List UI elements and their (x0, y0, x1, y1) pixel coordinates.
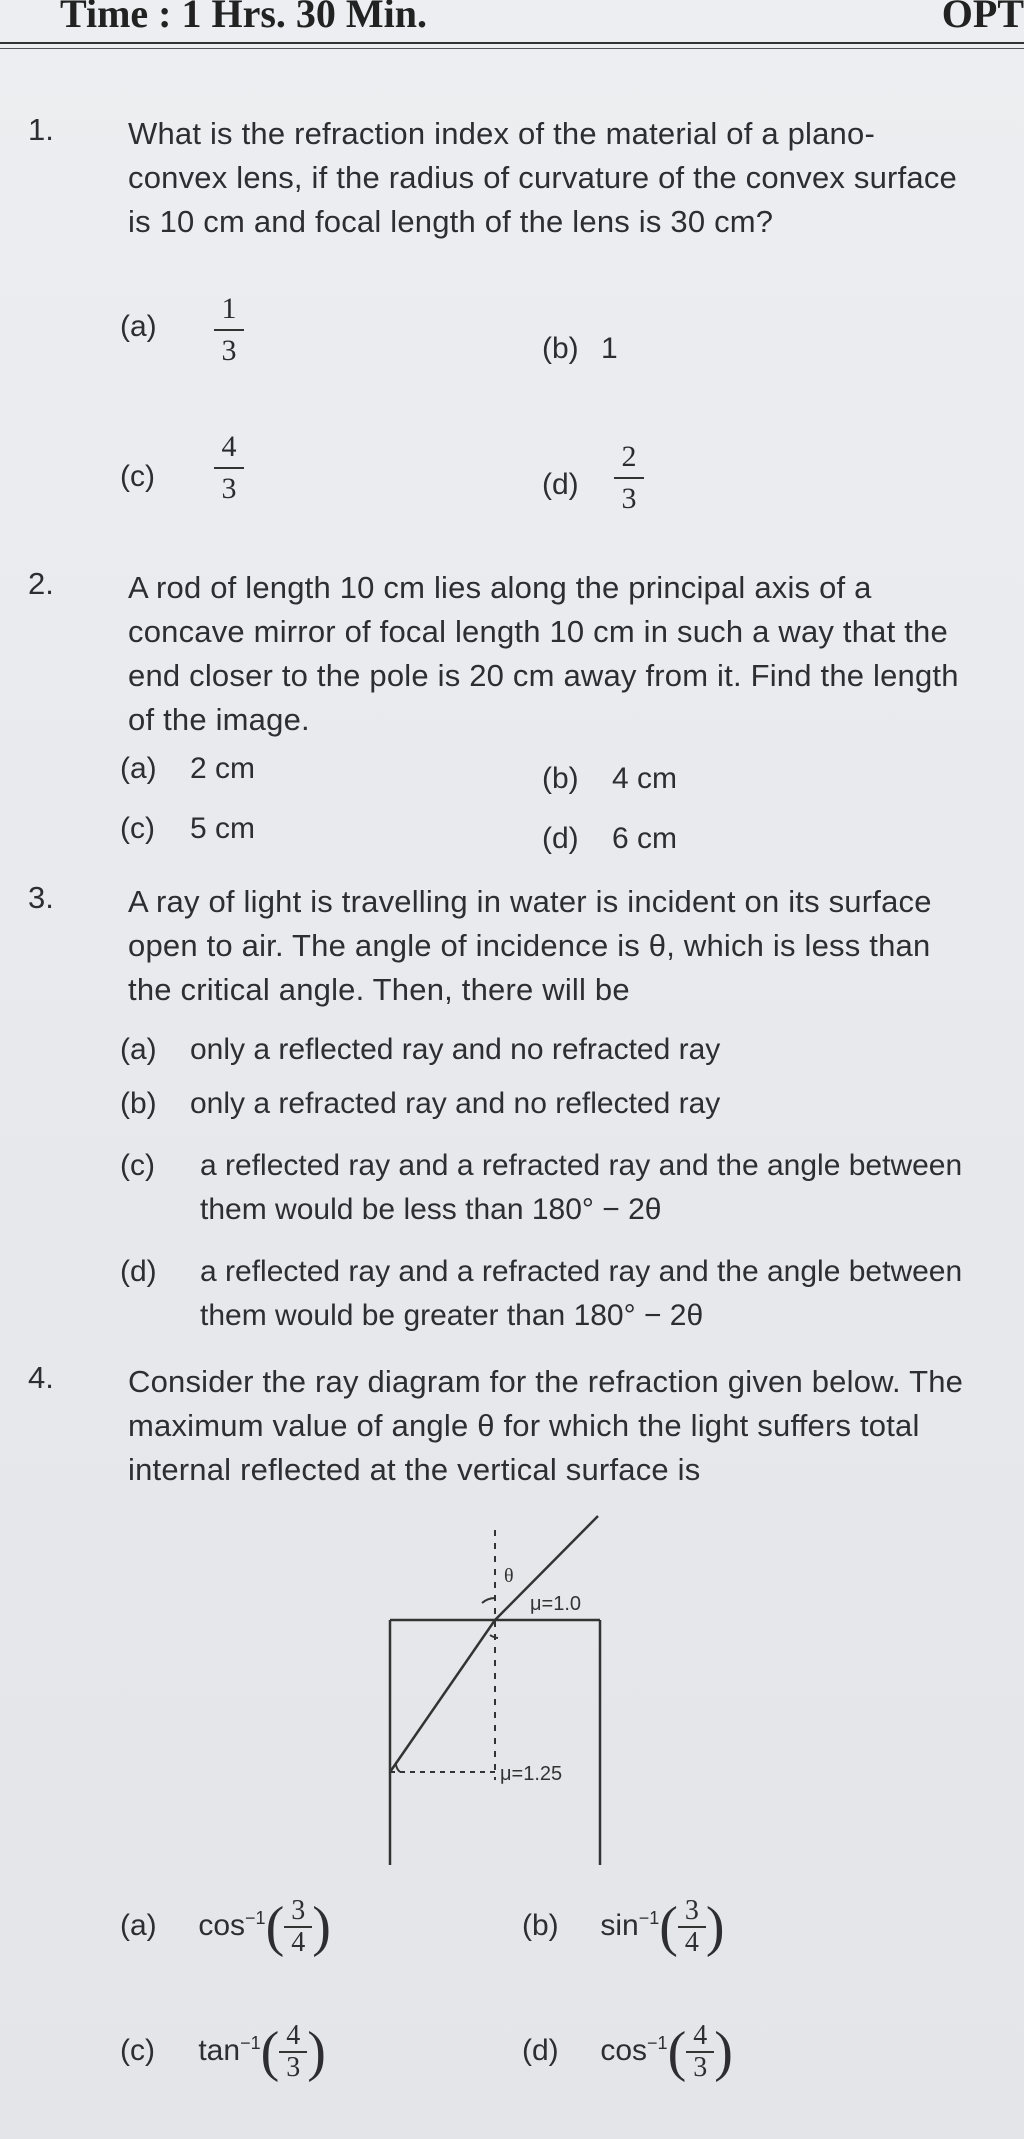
header (0, 0, 1024, 40)
option-a (120, 310, 157, 344)
option-value: only a refracted ray and no reflected ray (190, 1087, 721, 1120)
denominator: 3 (286, 2052, 301, 2083)
option-c-fraction (214, 430, 244, 506)
paren: ) (714, 2021, 733, 2083)
refracted-ray (390, 1620, 495, 1772)
question-text: A ray of light is travelling in water is incident on its surface open to air. The angle of incidence is θ, which is less than the critical angle. Then, there will be (128, 884, 932, 1007)
question-number: 2. (28, 566, 54, 601)
option-a (120, 752, 255, 786)
function-name: cos (198, 1908, 246, 1942)
question-number: 3. (28, 880, 54, 915)
function-name: cos (600, 2033, 648, 2067)
option-b (120, 1082, 980, 1126)
paren: ) (312, 1896, 331, 1958)
mu-block-label: μ=1.25 (500, 1763, 563, 1785)
option-value: 6 cm (612, 822, 678, 855)
fraction (678, 1896, 706, 1958)
option-b (542, 762, 677, 796)
option-b (542, 332, 618, 366)
option-value: 2 cm (190, 752, 256, 785)
inverse-function (198, 2034, 260, 2067)
question-text: A rod of length 10 cm lies along the principal axis of a concave mirror of focal length 10 cm in such a way that the end closer to the pole is 20 cm away from it. Find the length of the image. (128, 570, 959, 737)
option-a (120, 1028, 980, 1072)
option-label: (d) (120, 1255, 157, 1288)
option-c (120, 1144, 980, 1232)
option-value: a reflected ray and a refracted ray and the angle between them would be less than 180° − 2θ (200, 1149, 963, 1226)
option-label: (d) (522, 2033, 559, 2067)
denominator: 4 (684, 1927, 699, 1958)
mu-air-label: μ=1.0 (530, 1593, 582, 1615)
inverse-function (600, 2034, 667, 2067)
question-text: What is the refraction index of the material of a plano-convex lens, if the radius of curvature of the convex surface is 10 cm and focal length of the lens is 30 cm? (128, 116, 957, 239)
option-c (120, 812, 255, 846)
option-value: 5 cm (190, 812, 256, 845)
option-value: 4 cm (612, 762, 678, 795)
option-label: (c) (120, 1149, 155, 1182)
fraction (686, 2021, 714, 2083)
function-name: sin (600, 1908, 639, 1942)
option-label: (b) (542, 762, 579, 795)
numerator: 2 (621, 440, 637, 473)
option-label: (c) (120, 460, 155, 493)
option-c (120, 460, 155, 494)
option-label: (a) (120, 1908, 157, 1942)
option-label: (b) (542, 332, 579, 365)
option-d (522, 2020, 733, 2084)
paren: ) (307, 2021, 326, 2083)
fraction (284, 1896, 312, 1958)
denominator: 4 (291, 1927, 306, 1958)
option-value: 1 (601, 332, 618, 365)
question-text: Consider the ray diagram for the refraction given below. The maximum value of angle θ for which the light suffers total internal reflected at the vertical surface is (128, 1364, 964, 1487)
divider (0, 42, 1024, 44)
paper-code: OPT (941, 0, 1024, 36)
inverse-superscript: −1 (647, 2032, 668, 2053)
option-d (120, 1250, 980, 1338)
paren: ( (265, 1896, 285, 1958)
inverse-superscript: −1 (240, 2032, 261, 2053)
option-d (542, 468, 579, 502)
question-number: 4. (28, 1360, 54, 1395)
option-label: (c) (120, 812, 155, 845)
denominator: 3 (221, 472, 237, 505)
numerator: 4 (693, 2020, 708, 2051)
option-c (120, 2020, 326, 2084)
option-label: (a) (120, 310, 157, 343)
option-label: (c) (120, 2033, 155, 2067)
incidence-arc-wall (396, 1762, 400, 1772)
option-label: (a) (120, 1033, 157, 1066)
numerator: 1 (221, 292, 237, 325)
paren: ( (659, 1896, 678, 1958)
option-value: only a reflected ray and no refracted ray (190, 1033, 721, 1066)
numerator: 3 (684, 1895, 699, 1926)
paren: ( (667, 2021, 687, 2083)
option-label: (a) (120, 752, 157, 785)
denominator: 3 (621, 482, 637, 515)
option-b (522, 1895, 725, 1959)
theta-label: θ (504, 1565, 514, 1587)
inverse-superscript: −1 (245, 1907, 266, 1928)
option-label: (d) (542, 822, 579, 855)
option-d-fraction (614, 440, 644, 516)
inverse-superscript: −1 (638, 1907, 660, 1928)
option-value: a reflected ray and a refracted ray and the angle between them would be greater than 180° − 2θ (200, 1255, 963, 1332)
time-label: Time : 1 Hrs. 30 Min. (60, 0, 428, 36)
paren: ( (260, 2021, 280, 2083)
fraction (279, 2021, 307, 2083)
inverse-function (198, 1909, 265, 1942)
numerator: 4 (221, 430, 237, 463)
theta-arc (482, 1598, 495, 1603)
option-label: (d) (542, 468, 579, 501)
option-a (120, 1895, 331, 1959)
option-a-fraction (214, 292, 244, 368)
option-label: (b) (120, 1087, 157, 1120)
paren: ) (705, 1896, 725, 1958)
divider (0, 48, 1024, 49)
inverse-function (600, 1909, 659, 1942)
ray-diagram (370, 1510, 630, 1870)
numerator: 3 (291, 1895, 306, 1926)
numerator: 4 (286, 2020, 301, 2051)
denominator: 3 (221, 334, 237, 367)
function-name: tan (198, 2033, 241, 2067)
denominator: 3 (693, 2052, 708, 2083)
option-d (542, 822, 677, 856)
option-label: (b) (522, 1908, 559, 1942)
question-number: 1. (28, 112, 54, 147)
